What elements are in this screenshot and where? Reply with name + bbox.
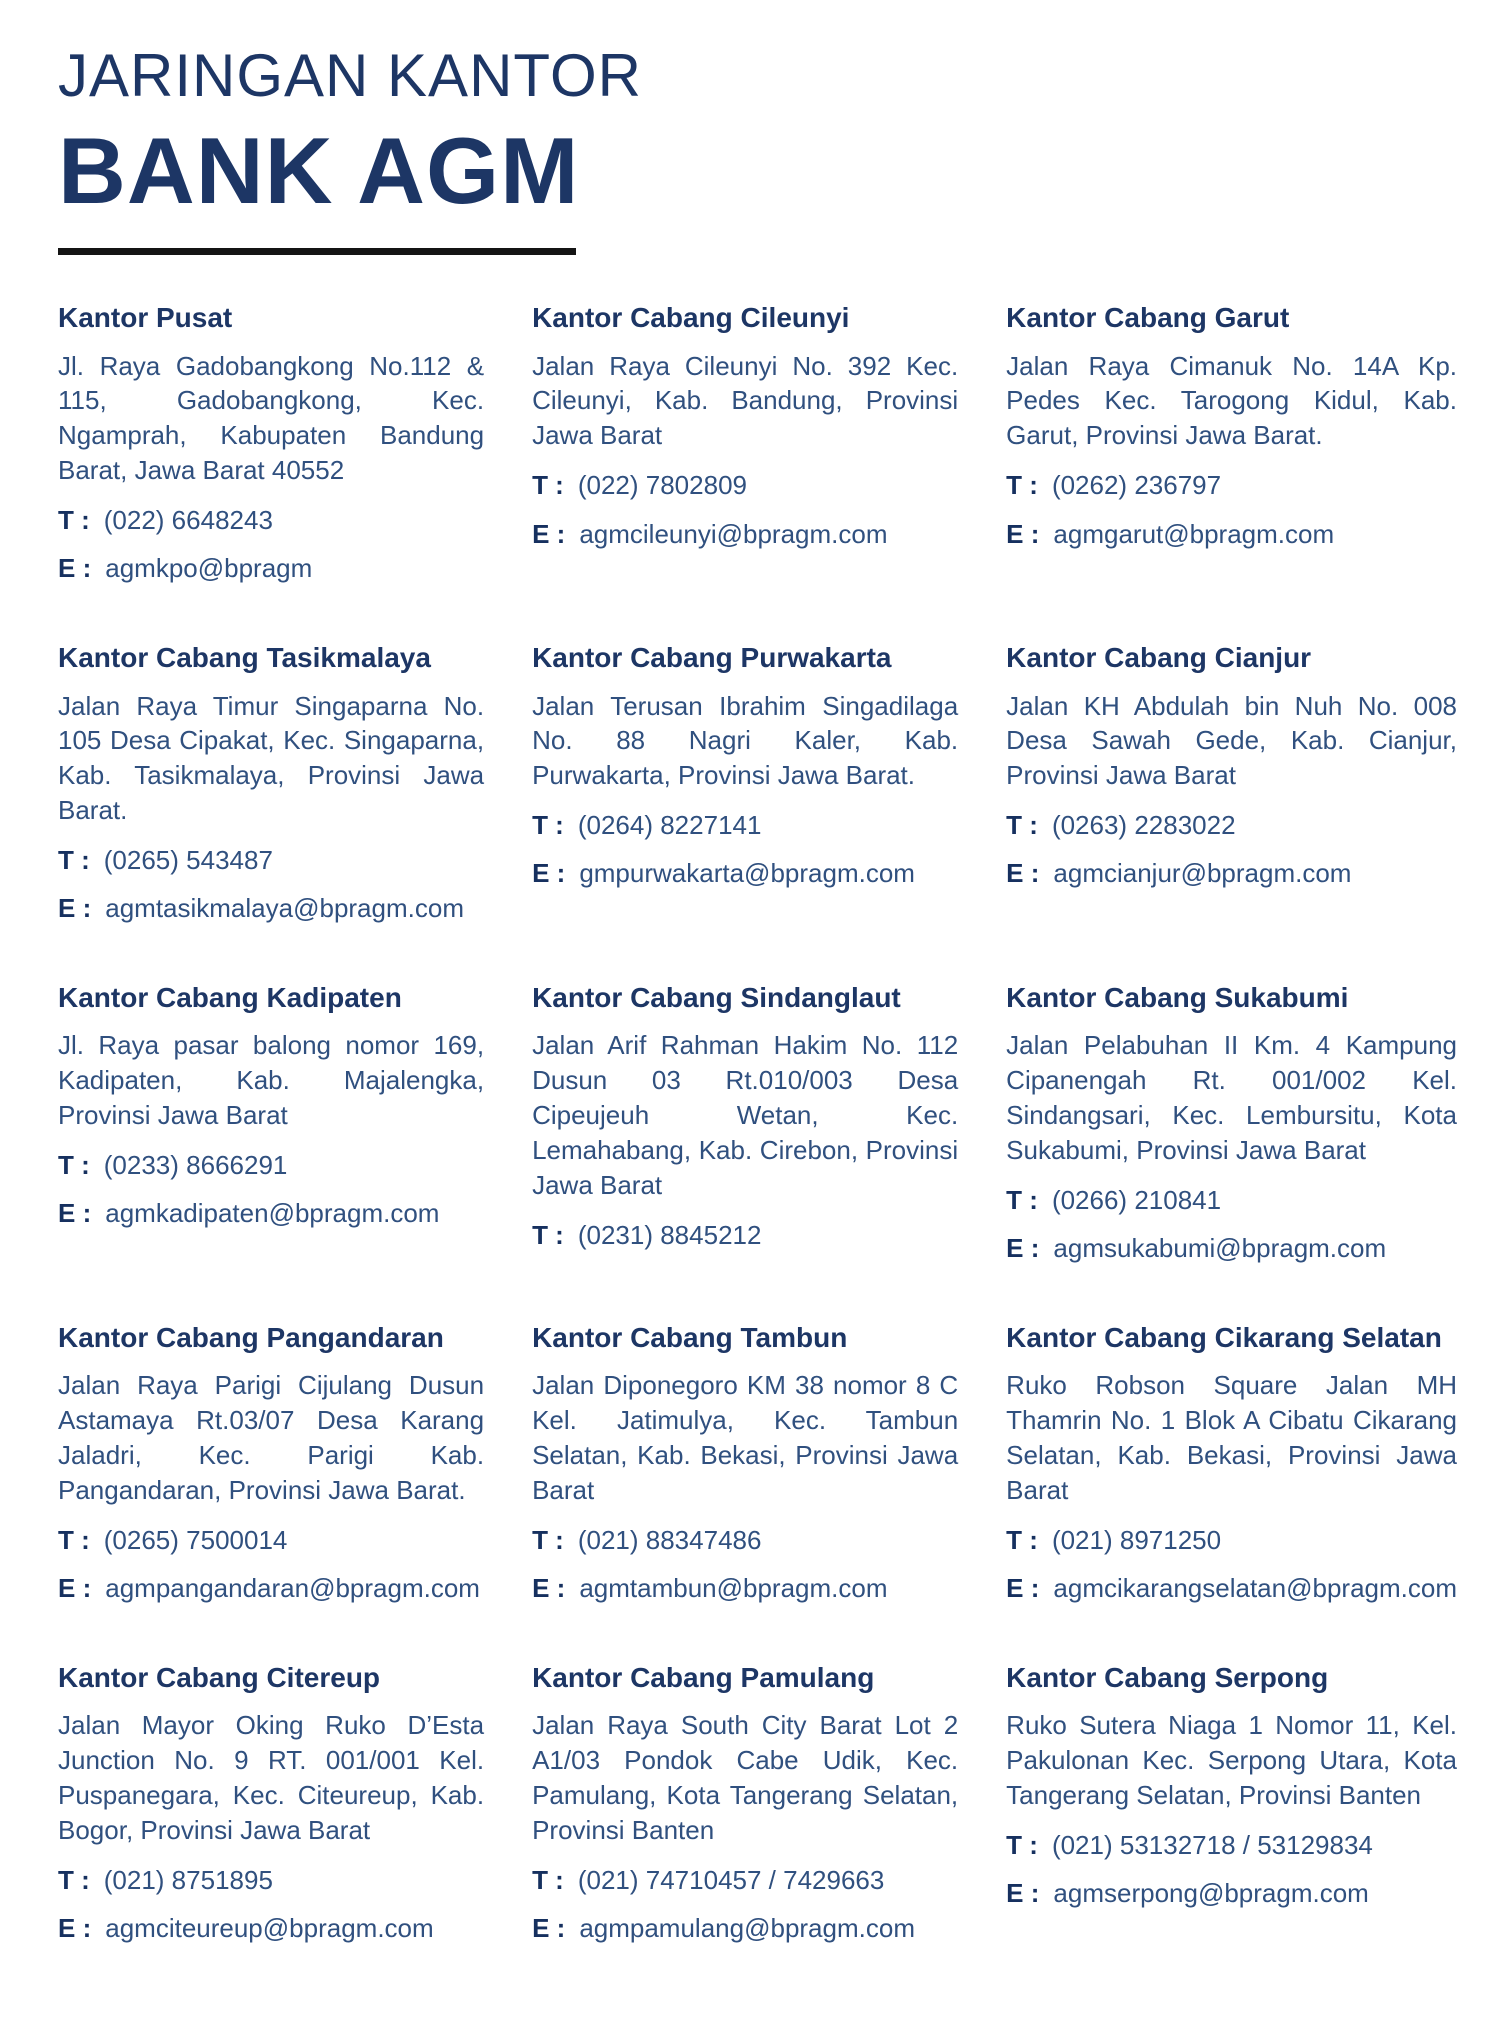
phone-label: T : — [58, 1149, 90, 1180]
office-email: agmsukabumi@bpragm.com — [1053, 1233, 1387, 1264]
office-address: Jalan Diponegoro KM 38 nomor 8 C Kel. Jatimulya, Kec. Tambun Selatan, Kab. Bekasi, Provinsi Jawa Barat — [532, 1370, 959, 1505]
office-email: agmciteureup@bpragm.com — [105, 1913, 434, 1944]
title-underline — [58, 248, 576, 255]
office-address: Jalan Raya Parigi Cijulang Dusun Astamaya Rt.03/07 Desa Karang Jaladri, Kec. Parigi Kab. Pangandaran, Provinsi Jawa Barat. — [58, 1370, 485, 1505]
office-email: agmserpong@bpragm.com — [1053, 1878, 1369, 1909]
office-phone: (021) 88347486 — [577, 1524, 762, 1555]
office-phone-row — [532, 1219, 958, 1252]
office-name: Kantor Cabang Pangandaran — [58, 1321, 444, 1353]
office-phone-row — [532, 809, 958, 842]
office-phone: (021) 74710457 / 7429663 — [577, 1864, 885, 1895]
email-label: E : — [532, 1913, 566, 1944]
office-name: Kantor Cabang Citereup — [58, 1661, 381, 1693]
office-email: agmkadipaten@bpragm.com — [105, 1198, 440, 1229]
page-subtitle: JARINGAN KANTOR — [58, 42, 642, 109]
office-name: Kantor Cabang Sindanglaut — [532, 981, 901, 1013]
office-name: Kantor Cabang Kadipaten — [58, 981, 402, 1013]
office-name: Kantor Cabang Sukabumi — [1006, 981, 1349, 1013]
office-email-row — [58, 552, 484, 585]
office-phone-row — [1006, 469, 1457, 502]
phone-label: T : — [1006, 470, 1038, 501]
office-address: Ruko Sutera Niaga 1 Nomor 11, Kel. Pakulonan Kec. Serpong Utara, Kota Tangerang Selatan, Provinsi Banten — [1006, 1710, 1457, 1810]
phone-label: T : — [532, 470, 564, 501]
office-phone: (021) 8971250 — [1051, 1524, 1222, 1555]
office-name: Kantor Cabang Tambun — [532, 1321, 848, 1353]
office-name: Kantor Cabang Tasikmalaya — [58, 641, 431, 673]
office-phone-row — [532, 1524, 958, 1557]
office-email-row — [1006, 1232, 1457, 1265]
office-address: Ruko Robson Square Jalan MH Thamrin No. 1 Blok A Cibatu Cikarang Selatan, Kab. Bekasi, Provinsi Jawa Barat — [1006, 1370, 1457, 1505]
office-email: agmkpo@bpragm — [105, 553, 313, 584]
office-phone: (021) 8751895 — [103, 1864, 273, 1895]
office-email: agmpangandaran@bpragm.com — [105, 1573, 480, 1604]
phone-label: T : — [532, 1524, 564, 1555]
email-label: E : — [1006, 1233, 1040, 1264]
office-email-row — [532, 1912, 958, 1945]
email-label: E : — [58, 553, 92, 584]
office-address: Jalan Mayor Oking Ruko D’Esta Junction No. 9 RT. 001/001 Kel. Puspanegara, Kec. Citeureup, Kab. Bogor, Provinsi Jawa Barat — [58, 1710, 485, 1845]
office-phone-row — [532, 1864, 958, 1897]
office-phone: (0231) 8845212 — [577, 1219, 762, 1250]
email-label: E : — [532, 1573, 566, 1604]
office-phone-row — [1006, 1829, 1457, 1862]
page-title: BANK AGM — [58, 118, 580, 223]
email-label: E : — [58, 1913, 92, 1944]
office-card — [1006, 981, 1457, 1321]
office-phone-row — [532, 469, 958, 502]
office-address: Jalan Arif Rahman Hakim No. 112 Dusun 03 Rt.010/003 Desa Cipeujeuh Wetan, Kec. Lemahabang, Kab. Cirebon, Provinsi Jawa Barat — [532, 1030, 959, 1200]
office-card — [1006, 641, 1457, 981]
office-card — [532, 641, 958, 981]
office-phone: (022) 7802809 — [577, 470, 747, 501]
office-email: agmcileunyi@bpragm.com — [579, 518, 888, 549]
office-email-row — [1006, 518, 1457, 551]
phone-label: T : — [58, 844, 90, 875]
office-address: Jalan Pelabuhan II Km. 4 Kampung Cipanengah Rt. 001/002 Kel. Sindangsari, Kec. Lembursitu, Kota Sukabumi, Provinsi Jawa Barat — [1006, 1030, 1457, 1165]
office-grid — [58, 301, 1457, 2001]
office-card — [58, 641, 484, 981]
office-address: Jalan Raya Timur Singaparna No. 105 Desa Cipakat, Kec. Singaparna, Kab. Tasikmalaya, Provinsi Jawa Barat. — [58, 690, 485, 825]
email-label: E : — [1006, 518, 1040, 549]
email-label: E : — [532, 518, 566, 549]
office-card — [1006, 301, 1457, 641]
phone-label: T : — [58, 1524, 90, 1555]
email-label: E : — [58, 1198, 92, 1229]
office-address: Jalan Terusan Ibrahim Singadilaga No. 88 Nagri Kaler, Kab. Purwakarta, Provinsi Jawa Barat. — [532, 690, 959, 791]
office-email-row — [58, 1912, 484, 1945]
office-name: Kantor Cabang Pamulang — [532, 1661, 875, 1693]
office-card — [1006, 1661, 1457, 2001]
office-phone-row — [58, 1524, 484, 1557]
phone-label: T : — [1006, 1184, 1038, 1215]
page-header — [58, 42, 1457, 255]
office-name: Kantor Cabang Garut — [1006, 302, 1290, 333]
phone-label: T : — [532, 809, 564, 840]
office-phone: (022) 6648243 — [103, 504, 273, 535]
office-card — [532, 981, 958, 1321]
office-email-row — [1006, 1572, 1457, 1605]
office-address: Jalan Raya South City Barat Lot 2 A1/03 Pondok Cabe Udik, Kec. Pamulang, Kota Tangerang Selatan, Provinsi Banten — [532, 1710, 959, 1845]
office-name: Kantor Pusat — [58, 302, 233, 333]
office-email: agmcikarangselatan@bpragm.com — [1053, 1573, 1457, 1604]
office-email-row — [58, 1572, 484, 1605]
phone-label: T : — [1006, 809, 1038, 840]
office-phone-row — [58, 1864, 484, 1897]
email-label: E : — [58, 893, 92, 924]
office-phone-row — [1006, 809, 1457, 842]
office-phone: (0265) 543487 — [103, 844, 273, 875]
office-address: Jalan Raya Cileunyi No. 392 Kec. Cileunyi, Kab. Bandung, Provinsi Jawa Barat — [532, 350, 959, 451]
office-name: Kantor Cabang Cileunyi — [532, 302, 850, 333]
office-email-row — [532, 1572, 958, 1605]
office-card — [532, 1661, 958, 2001]
office-phone: (0264) 8227141 — [577, 809, 762, 840]
office-name: Kantor Cabang Cikarang Selatan — [1006, 1321, 1442, 1353]
office-email-row — [532, 857, 958, 890]
phone-label: T : — [1006, 1524, 1038, 1555]
email-label: E : — [532, 858, 566, 889]
office-address: Jl. Raya pasar balong nomor 169, Kadipaten, Kab. Majalengka, Provinsi Jawa Barat — [58, 1030, 485, 1131]
office-card — [58, 1321, 484, 1661]
office-card — [532, 1321, 958, 1661]
phone-label: T : — [1006, 1829, 1038, 1860]
office-email: gmpurwakarta@bpragm.com — [579, 858, 915, 889]
office-card — [58, 981, 484, 1321]
email-label: E : — [1006, 1878, 1040, 1909]
office-phone: (0262) 236797 — [1051, 470, 1222, 501]
office-email: agmgarut@bpragm.com — [1053, 518, 1335, 549]
office-email-row — [58, 892, 484, 925]
office-phone-row — [1006, 1184, 1457, 1217]
office-phone: (0233) 8666291 — [103, 1149, 288, 1180]
phone-label: T : — [58, 504, 90, 535]
office-email: agmtambun@bpragm.com — [579, 1573, 888, 1604]
phone-label: T : — [58, 1864, 90, 1895]
office-name: Kantor Cabang Purwakarta — [532, 641, 892, 673]
office-card — [58, 1661, 484, 2001]
office-email-row — [58, 1197, 484, 1230]
office-email: agmpamulang@bpragm.com — [579, 1913, 915, 1944]
office-email-row — [532, 518, 958, 551]
phone-label: T : — [532, 1864, 564, 1895]
office-card — [532, 301, 958, 641]
office-phone-row — [58, 1149, 484, 1182]
office-name: Kantor Cabang Cianjur — [1006, 641, 1312, 673]
office-card — [58, 301, 484, 641]
office-email: agmcianjur@bpragm.com — [1053, 858, 1352, 889]
office-phone-row — [58, 504, 484, 537]
email-label: E : — [1006, 858, 1040, 889]
email-label: E : — [58, 1573, 92, 1604]
office-address: Jalan Raya Cimanuk No. 14A Kp. Pedes Kec. Tarogong Kidul, Kab. Garut, Provinsi Jawa Barat. — [1006, 350, 1457, 451]
office-email: agmtasikmalaya@bpragm.com — [105, 893, 464, 924]
office-address: Jl. Raya Gadobangkong No.112 & 115, Gadobangkong, Kec. Ngamprah, Kabupaten Bandung Barat, Jawa Barat 40552 — [58, 350, 485, 486]
office-phone: (0265) 7500014 — [103, 1524, 288, 1555]
office-phone: (0266) 210841 — [1051, 1184, 1222, 1215]
office-phone: (021) 53132718 / 53129834 — [1051, 1829, 1373, 1860]
office-phone: (0263) 2283022 — [1051, 809, 1236, 840]
office-email-row — [1006, 1877, 1457, 1910]
office-phone-row — [58, 844, 484, 877]
office-name: Kantor Cabang Serpong — [1006, 1661, 1329, 1693]
office-email-row — [1006, 857, 1457, 890]
office-card — [1006, 1321, 1457, 1661]
office-phone-row — [1006, 1524, 1457, 1557]
phone-label: T : — [532, 1219, 564, 1250]
office-address: Jalan KH Abdulah bin Nuh No. 008 Desa Sawah Gede, Kab. Cianjur, Provinsi Jawa Barat — [1006, 690, 1457, 791]
email-label: E : — [1006, 1573, 1040, 1604]
